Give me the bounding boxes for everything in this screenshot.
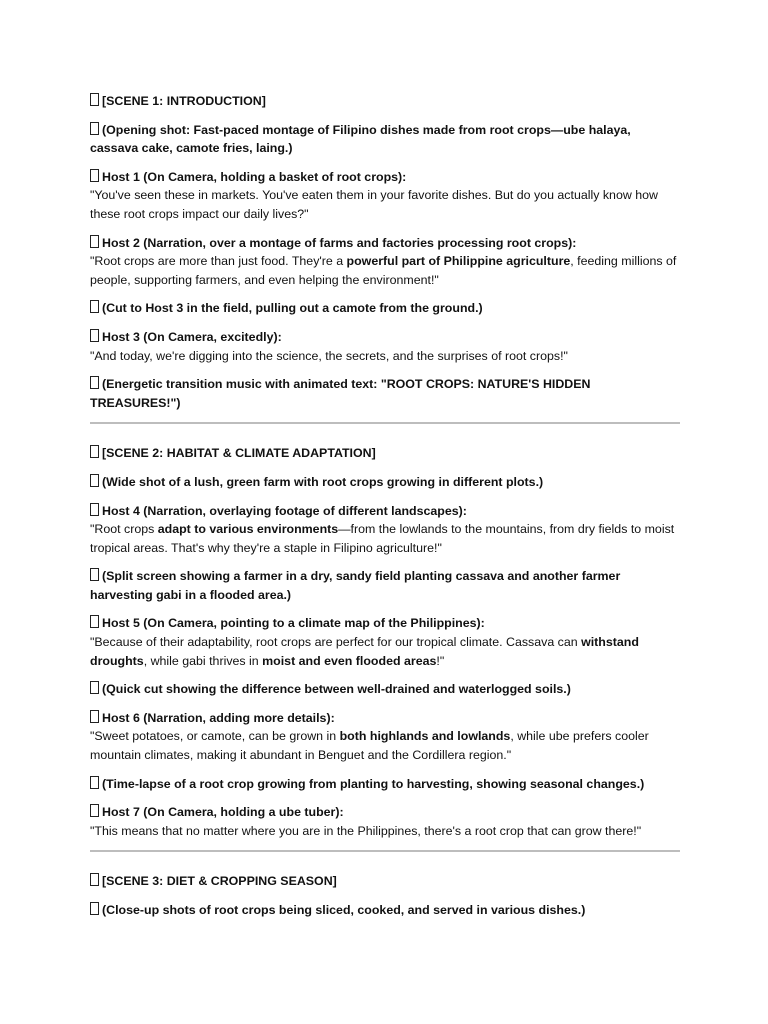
host3-block (90, 328, 680, 365)
host1-dialogue: "You've seen these in markets. You've eaten them in your favorite dishes. But do you actually know how these root crops impact our daily lives?" (90, 188, 658, 221)
host2-block (90, 234, 680, 290)
divider (90, 422, 680, 424)
host6-dialogue: "Sweet potatoes, or camote, can be grown in both highlands and lowlands, while ube prefers cooler mountain climates, making it abundant in Benguet and the Cordillera region." (90, 729, 649, 763)
narration-icon (90, 503, 99, 516)
microphone-icon (90, 329, 99, 342)
music-icon (90, 376, 99, 389)
scene1-transition: (Energetic transition music with animated text: "ROOT CROPS: NATURE'S HIDDEN TREASURES!") (90, 377, 591, 410)
camera-icon (90, 681, 99, 694)
scene1-heading: [SCENE 1: INTRODUCTION] (90, 92, 680, 111)
divider (90, 850, 680, 852)
clapper-icon (90, 445, 99, 458)
narration-icon (90, 710, 99, 723)
host6-block (90, 709, 680, 765)
host7-dialogue: "This means that no matter where you are in the Philippines, there's a root crop that can grow there!" (90, 823, 642, 838)
host7-heading: Host 7 (On Camera, holding a ube tuber): (90, 803, 680, 822)
camera-icon (90, 776, 99, 789)
host5-heading: Host 5 (On Camera, pointing to a climate map of the Philippines): (90, 614, 680, 633)
host5-block (90, 614, 680, 670)
microphone-icon (90, 615, 99, 628)
camera-icon (90, 902, 99, 915)
scene2-wide-shot: (Wide shot of a lush, green farm with root crops growing in different plots.) (90, 473, 680, 492)
host6-heading: Host 6 (Narration, adding more details): (90, 709, 680, 728)
host1-block (90, 168, 680, 224)
clapper-icon (90, 873, 99, 886)
scene3-close-up: (Close-up shots of root crops being sliced, cooked, and served in various dishes.) (90, 901, 680, 920)
narration-icon (90, 235, 99, 248)
scene2-heading: [SCENE 2: HABITAT & CLIMATE ADAPTATION] (90, 444, 680, 463)
host3-heading: Host 3 (On Camera, excitedly): (90, 328, 680, 347)
scene2-quick-cut: (Quick cut showing the difference between well-drained and waterlogged soils.) (90, 680, 680, 699)
camera-icon (90, 568, 99, 581)
camera-icon (90, 474, 99, 487)
scene2-split-screen: (Split screen showing a farmer in a dry, sandy field planting cassava and another farmer harvesting gabi in a flooded area.) (90, 569, 621, 602)
microphone-icon (90, 169, 99, 182)
host1-heading: Host 1 (On Camera, holding a basket of root crops): (90, 168, 680, 187)
host2-dialogue: "Root crops are more than just food. They're a powerful part of Philippine agriculture, feeding millions of people, supporting farmers, and even helping the environment!" (90, 254, 677, 287)
host5-dialogue: "Because of their adaptability, root crops are perfect for our tropical climate. Cassava can withstand droughts, while gabi thrives in moist and even flooded areas!" (90, 635, 639, 668)
clapper-icon (90, 93, 99, 106)
host4-heading: Host 4 (Narration, overlaying footage of different landscapes): (90, 502, 680, 521)
host2-heading: Host 2 (Narration, over a montage of farms and factories processing root crops): (90, 234, 680, 253)
host3-dialogue: "And today, we're digging into the science, the secrets, and the surprises of root crops!" (90, 348, 568, 363)
host4-dialogue: "Root crops adapt to various environments—from the lowlands to the mountains, from dry fields to moist tropical areas. That's why they're a staple in Filipino agriculture!" (90, 522, 675, 555)
host4-block (90, 502, 680, 558)
camera-icon (90, 300, 99, 313)
scene1-opening-shot: (Opening shot: Fast-paced montage of Filipino dishes made from root crops—ube halaya, cassava cake, camote fries, laing.) (90, 122, 631, 156)
host7-block (90, 803, 680, 840)
scene3-heading: [SCENE 3: DIET & CROPPING SEASON] (90, 872, 680, 891)
microphone-icon (90, 804, 99, 817)
camera-icon (90, 122, 99, 135)
scene1-cut: (Cut to Host 3 in the field, pulling out a camote from the ground.) (90, 299, 680, 318)
script-document (90, 92, 680, 930)
scene2-time-lapse: (Time-lapse of a root crop growing from planting to harvesting, showing seasonal changes.) (90, 775, 680, 794)
